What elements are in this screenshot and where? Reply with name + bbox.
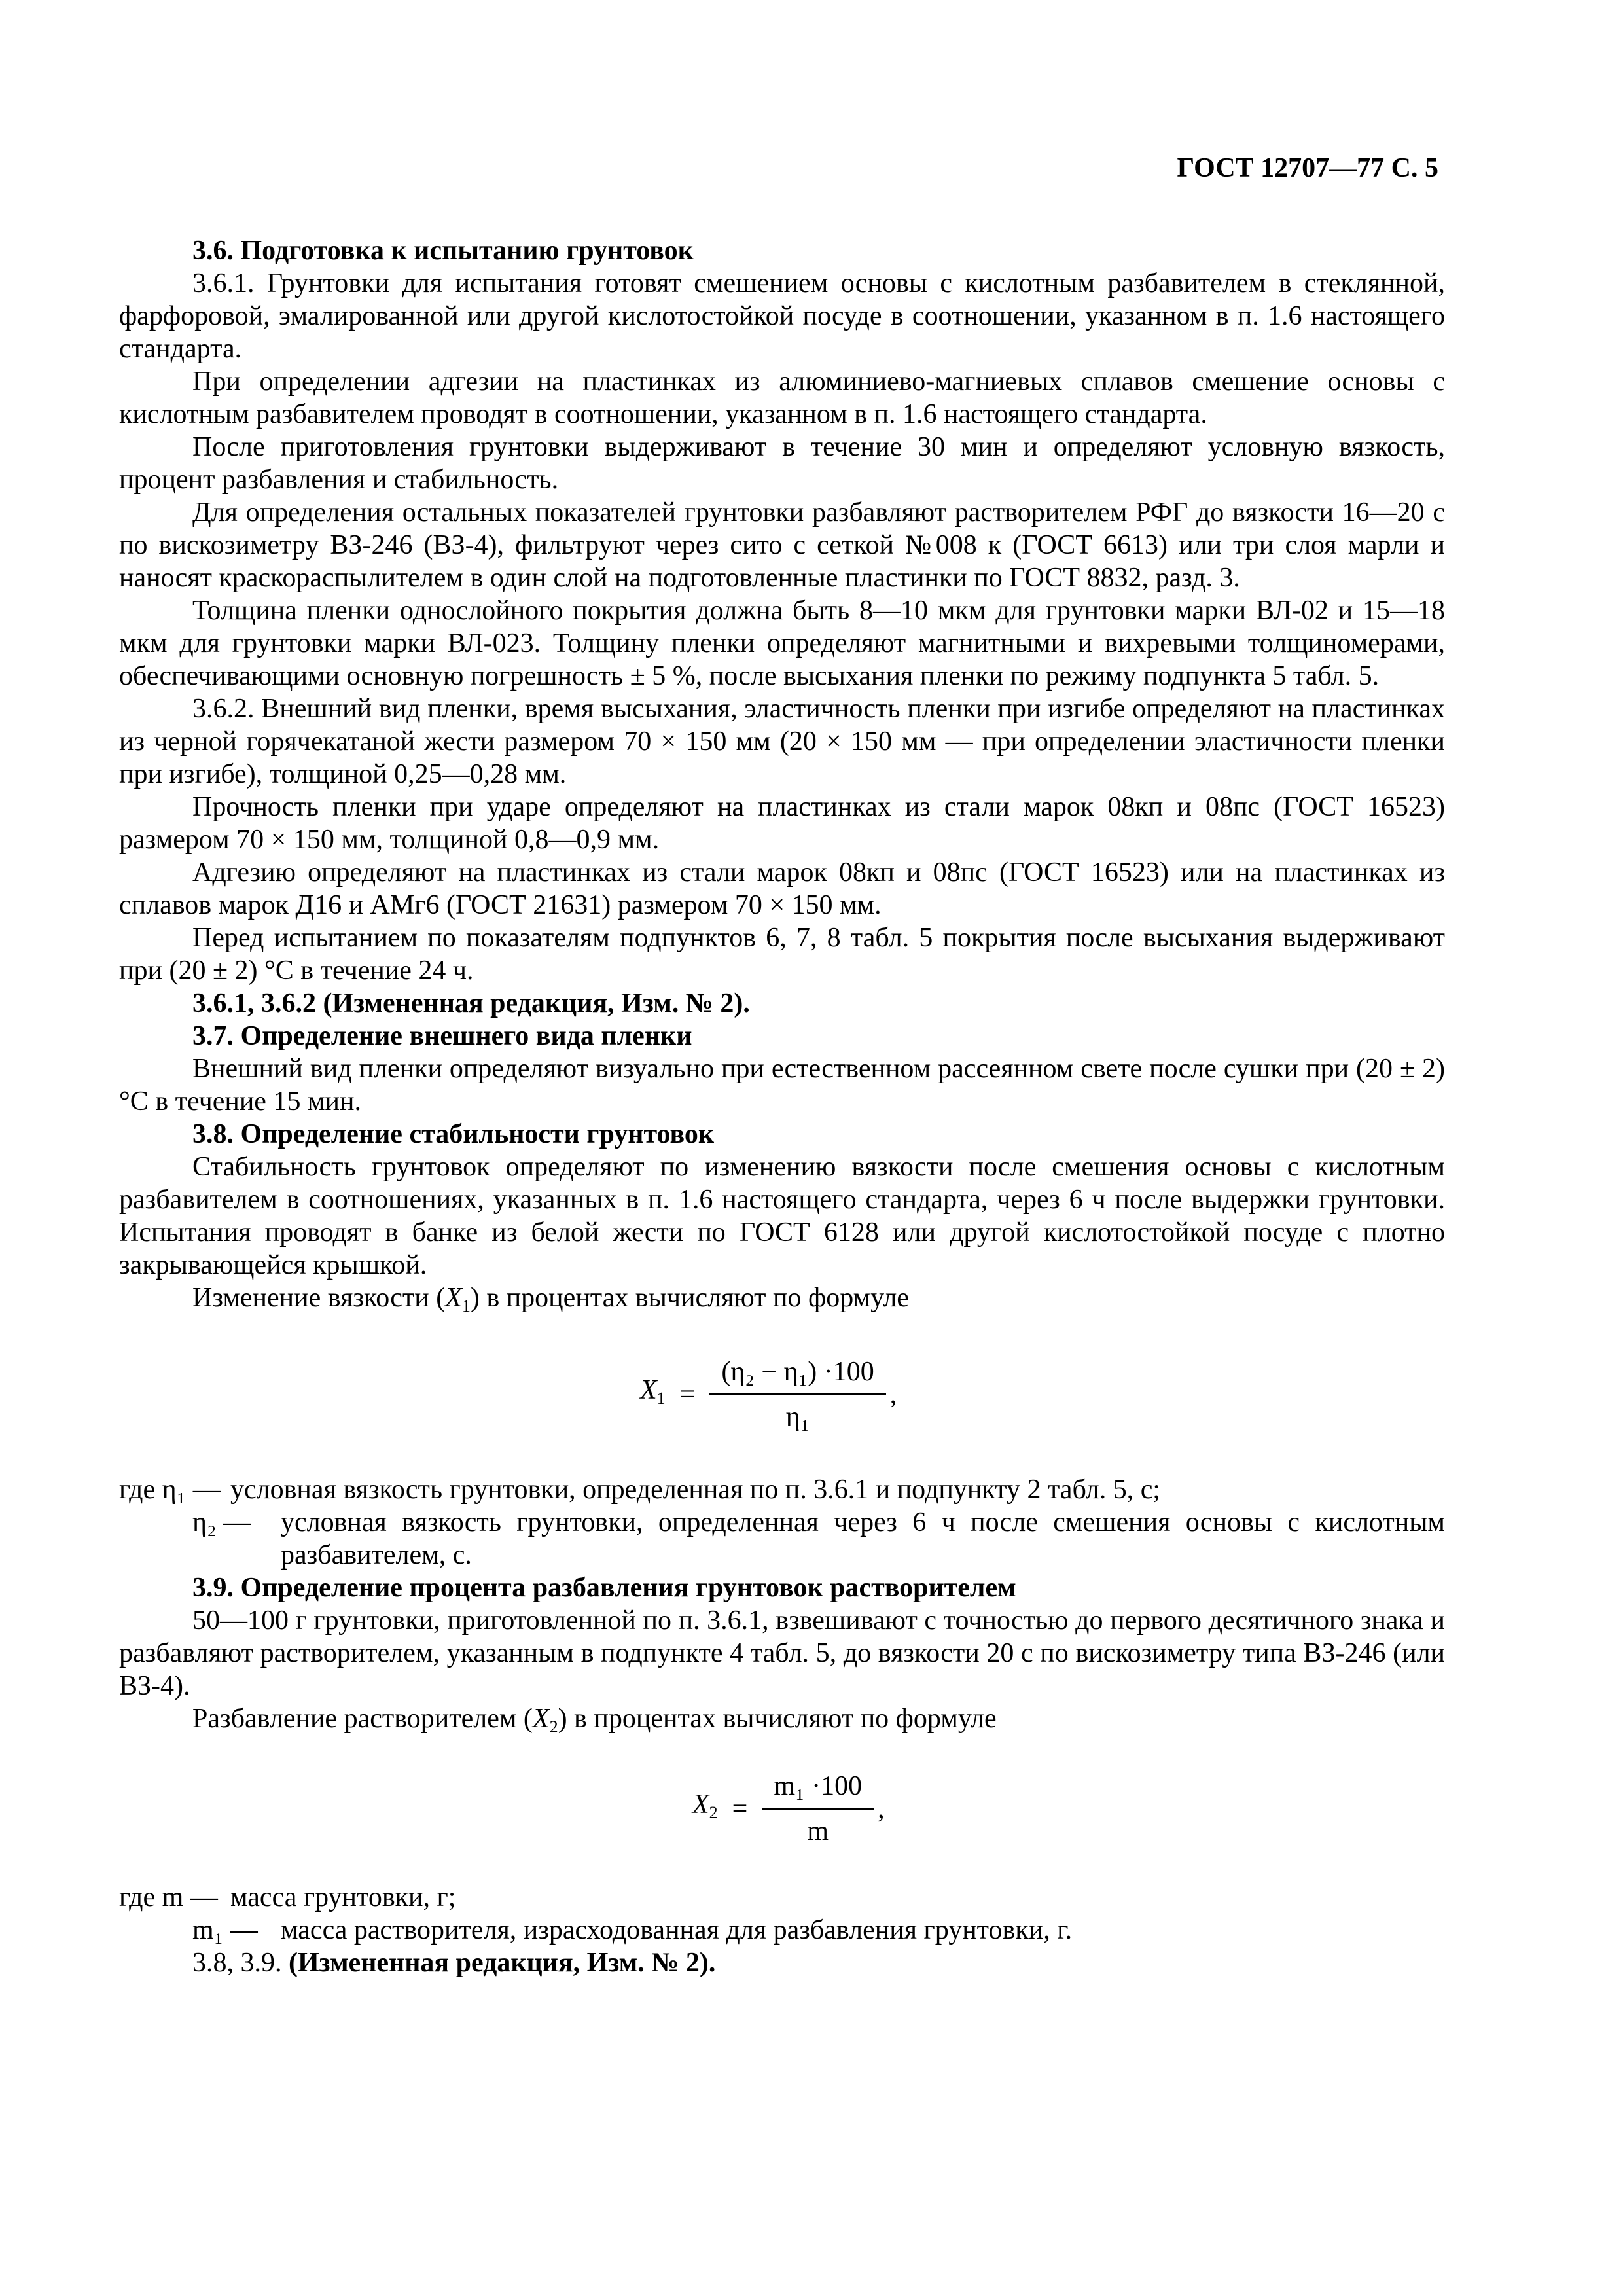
where-line: где η₁ — условная вязкость грунтовки, определенная по п. 3.6.1 и подпункту 2 табл. 5, с; bbox=[119, 1475, 1161, 1505]
paragraph: После приготовления грунтовки выдерживают в течение 30 мин и определяют условную вязкость, процент разбавления и стабильность. bbox=[119, 432, 1445, 495]
paragraph: 3.6.1. Грунтовки для испытания готовят смешением основы с кислотным разбавителем в стеклянной, фарфоровой, эмалированной или другой кислотостойкой посуде в соотношении, указанном в п. 1.6 настоящего стандарта. bbox=[119, 268, 1445, 364]
formula-intro: Изменение вязкости $(X_1)$ в процентах вычисляют по формуле bbox=[192, 1283, 909, 1316]
page-header: ГОСТ 12707—77 С. 5 bbox=[1177, 153, 1438, 183]
denominator: η₁ bbox=[785, 1402, 810, 1432]
paragraph: Толщина пленки однослойного покрытия должна быть 8—10 мкм для грунтовки марки ВЛ-02 и 15—18 мкм для грунтовки марки ВЛ-023. Толщину пленки определяют магнитными и вихревыми толщиномерами, обеспечивающими основную погрешность ± 5 %, после высыхания пленки по режиму подпункта 5 табл. 5. bbox=[119, 596, 1445, 691]
section-3-9-title: 3.9. Определение процента разбавления грунтовок растворителем bbox=[192, 1573, 1016, 1603]
paragraph: Прочность пленки при ударе определяют на пластинках из стали марок 08кп и 08пс (ГОСТ 16523) размером 70 × 150 мм, толщиной 0,8—0,9 мм. bbox=[119, 792, 1445, 855]
final-change-note: 3.8, 3.9. (Измененная редакция, Изм. № 2). bbox=[192, 1948, 716, 1978]
where-line: где m — масса грунтовки, г; bbox=[119, 1882, 456, 1912]
section-3-8-title: 3.8. Определение стабильности грунтовок bbox=[192, 1119, 715, 1149]
numerator: (η₂ − η₁) ·100 bbox=[709, 1355, 885, 1395]
fraction bbox=[709, 1355, 885, 1433]
document-body bbox=[119, 234, 1445, 1979]
paragraph: Адгезию определяют на пластинках из стали марок 08кп и 08пс (ГОСТ 16523) или на пластинках из сплавов марок Д16 и АМг6 (ГОСТ 21631) размером 70 × 150 мм. bbox=[119, 857, 1445, 920]
section-3-6-title: 3.6. Подготовка к испытанию грунтовок bbox=[192, 236, 694, 266]
formula-intro: Разбавление растворителем $(X_2)$ в процентах вычисляют по формуле bbox=[192, 1704, 997, 1736]
change-note: 3.6.1, 3.6.2 (Измененная редакция, Изм. № 2). bbox=[192, 988, 750, 1018]
section-3-7-title: 3.7. Определение внешнего вида пленки bbox=[192, 1021, 692, 1051]
denominator: m bbox=[807, 1816, 829, 1846]
paragraph: 3.6.2. Внешний вид пленки, время высыхания, эластичность пленки при изгибе определяют на пластинках из черной горячекатаной жести размером 70 × 150 мм (20 × 150 мм — при определении эластичности пленки при изгибе), толщиной 0,25—0,28 мм. bbox=[119, 694, 1445, 789]
numerator: m₁ ·100 bbox=[762, 1770, 874, 1810]
formula-viscosity-change: $X_1$ = $\frac{\text{(η₂ − η₁) ·100}}{\text{η₁}}$ , bbox=[640, 1357, 897, 1432]
where-line: η₂ — условная вязкость грунтовки, определенная через 6 ч после смешения основы с кислотным разбавителем, с. bbox=[192, 1507, 1445, 1570]
fraction bbox=[762, 1770, 874, 1848]
paragraph: Внешний вид пленки определяют визуально при естественном рассеянном свете после сушки при (20 ± 2) °С в течение 15 мин. bbox=[119, 1054, 1445, 1117]
formula-dilution: $X_2$ = $\frac{\text{m₁ ·100}}{m}$ , bbox=[692, 1771, 885, 1846]
paragraph: Стабильность грунтовок определяют по изменению вязкости после смешения основы с кислотным разбавителем в соотношениях, указанных в п. 1.6 настоящего стандарта, через 6 ч после выдержки грунтовки. Испытания проводят в банке из белой жести по ГОСТ 6128 или другой кислотостойкой посуде с плотно закрывающейся крышкой. bbox=[119, 1152, 1445, 1280]
where-line: m₁ — масса растворителя, израсходованная для разбавления грунтовки, г. bbox=[192, 1915, 1073, 1945]
paragraph: При определении адгезии на пластинках из алюминиево-магниевых сплавов смешение основы с кислотным разбавителем проводят в соотношении, указанном в п. 1.6 настоящего стандарта. bbox=[119, 367, 1445, 429]
paragraph: 50—100 г грунтовки, приготовленной по п. 3.6.1, взвешивают с точностью до первого десятичного знака и разбавляют растворителем, указанным в подпункте 4 табл. 5, до вязкости 20 с по вискозиметру типа ВЗ-246 (или ВЗ-4). bbox=[119, 1605, 1445, 1701]
paragraph: Для определения остальных показателей грунтовки разбавляют растворителем РФГ до вязкости 16—20 с по вискозиметру ВЗ-246 (ВЗ-4), фильтруют через сито с сеткой №008 к (ГОСТ 6613) или три слоя марли и наносят краскораспылителем в один слой на подготовленные пластинки по ГОСТ 8832, разд. 3. bbox=[119, 497, 1445, 593]
paragraph: Перед испытанием по показателям подпунктов 6, 7, 8 табл. 5 покрытия после высыхания выдерживают при (20 ± 2) °С в течение 24 ч. bbox=[119, 923, 1445, 986]
